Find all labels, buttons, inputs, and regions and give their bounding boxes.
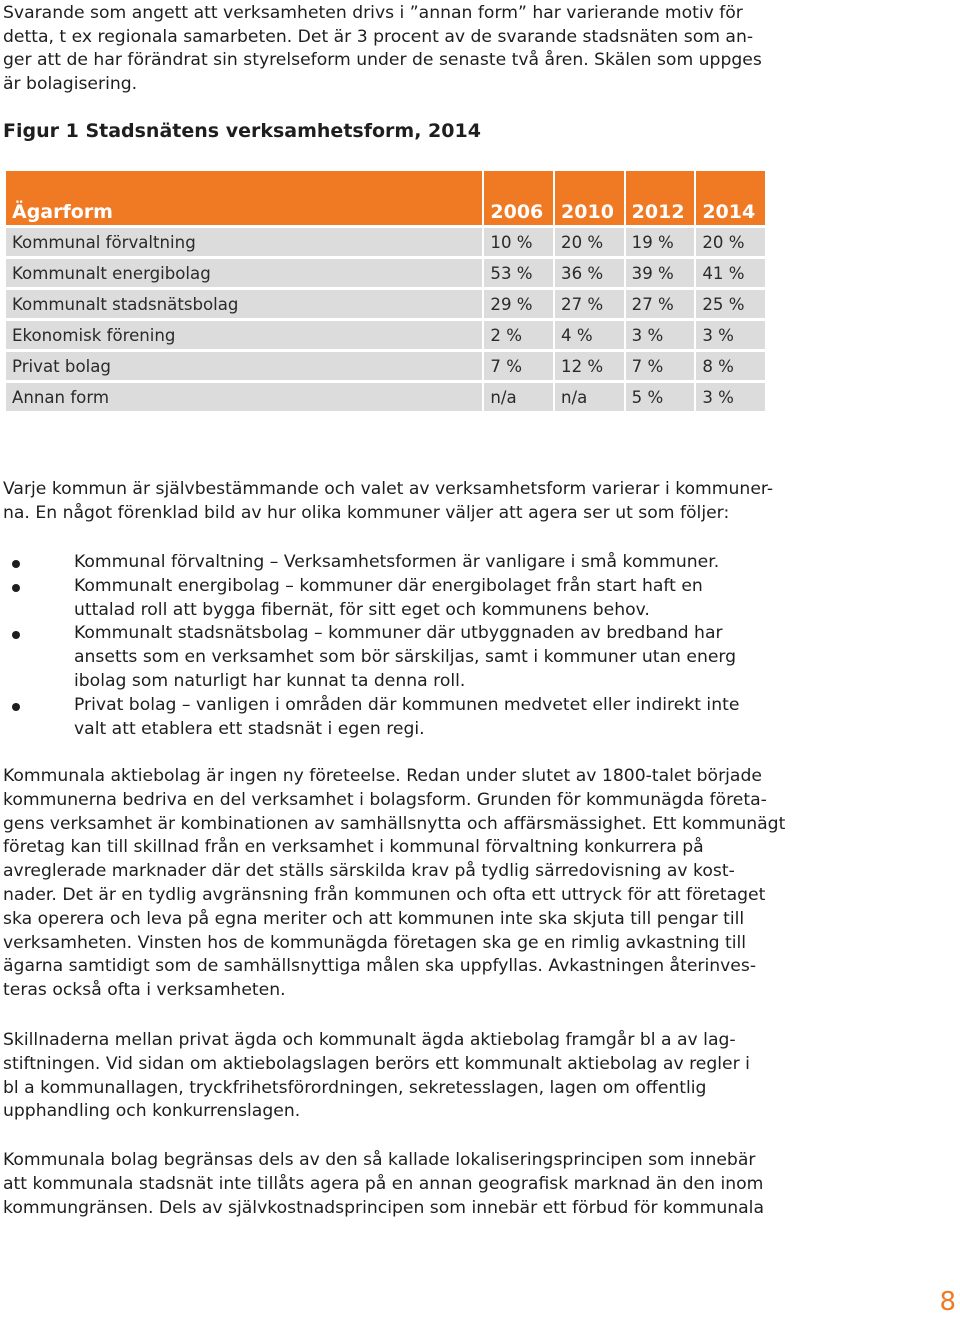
- paragraph-line: stiftningen. Vid sidan om aktiebolagslagen berörs ett kommunalt aktiebolag av regler i: [3, 1053, 750, 1074]
- figure-title: Figur 1 Stadsnätens verksamhetsform, 2014: [3, 120, 481, 142]
- paragraph-line: verksamheten. Vinsten hos de kommunägda företagen ska ge en rimlig avkastning till: [3, 932, 747, 953]
- table-cell: 3 %: [626, 321, 695, 349]
- paragraph-line: teras också ofta i verksamheten.: [3, 980, 286, 1001]
- table-cell: 27 %: [626, 290, 695, 318]
- table-cell: 20 %: [696, 228, 765, 256]
- paragraph-line: ägarna samtidigt som de samhällsnyttiga målen ska uppfyllas. Avkastningen återinves-: [3, 956, 757, 977]
- bullet-line: ansetts som en verksamhet som bör särskiljas, samt i kommuner utan energ: [74, 647, 737, 668]
- table-row: [6, 352, 765, 380]
- paragraph-line: detta, t ex regionala samarbeten. Det är 3 procent av de svarande stadsnäten som an-: [3, 26, 754, 47]
- table-cell: 19 %: [626, 228, 695, 256]
- paragraph-lokalisering: [3, 1149, 803, 1220]
- bullet-item: [0, 622, 800, 693]
- paragraph-line: gens verksamhet är kombinationen av samhällsnytta och affärsmässighet. Ett kommunägt: [3, 813, 786, 834]
- paragraph-line: att kommunala stadsnät inte tillåts agera på en annan geografisk marknad än den inom: [3, 1173, 764, 1194]
- intro-paragraph: [3, 2, 803, 96]
- header-cell-year: 2012: [626, 171, 695, 225]
- paragraph-line: avreglerade marknader där det ställs särskilda krav på tydlig särredovisning av kost-: [3, 861, 735, 882]
- table-row: [6, 228, 765, 256]
- table-cell: n/a: [484, 383, 553, 411]
- paragraph-line: Kommunala aktiebolag är ingen ny företeelse. Redan under slutet av 1800-talet började: [3, 766, 762, 786]
- row-label: Kommunalt energibolag: [6, 259, 482, 287]
- page-number: 8: [939, 1287, 956, 1317]
- bullet-line: Kommunal förvaltning – Verksamhetsformen är vanligare i små kommuner.: [74, 552, 720, 572]
- table-cell: 12 %: [555, 352, 624, 380]
- header-cell-year: 2010: [555, 171, 624, 225]
- table-cell: 3 %: [696, 383, 765, 411]
- table-cell: 3 %: [696, 321, 765, 349]
- row-label: Kommunal förvaltning: [6, 228, 482, 256]
- bullet-dot-icon: [12, 703, 20, 711]
- bullet-line: Kommunalt stadsnätsbolag – kommuner där utbyggnaden av bredband har: [74, 623, 723, 644]
- paragraph-lagstiftning: [3, 1029, 803, 1124]
- row-label: Ekonomisk förening: [6, 321, 482, 349]
- table-row: [6, 321, 765, 349]
- table-cell: 10 %: [484, 228, 553, 256]
- bullet-line: valt att etablera ett stadsnät i egen regi.: [74, 718, 425, 739]
- bullet-dot-icon: [12, 560, 20, 568]
- table-row: [6, 290, 765, 318]
- table-row: [6, 259, 765, 287]
- header-cell-ownership: Ägarform: [6, 171, 482, 225]
- bullet-item: [0, 694, 800, 742]
- table-cell: 39 %: [626, 259, 695, 287]
- bullet-item: [0, 575, 800, 623]
- bullet-list: [0, 551, 800, 741]
- paragraph-line: Svarande som angett att verksamheten drivs i ”annan form” har varierande motiv för: [3, 3, 743, 23]
- table-row: [6, 383, 765, 411]
- table-cell: 2 %: [484, 321, 553, 349]
- table-cell: 29 %: [484, 290, 553, 318]
- bullet-line: Kommunalt energibolag – kommuner där energibolaget från start haft en: [74, 575, 703, 596]
- row-label: Kommunalt stadsnätsbolag: [6, 290, 482, 318]
- paragraph-line: kommunerna bedriva en del verksamhet i bolagsform. Grunden för kommunägda företa-: [3, 789, 767, 810]
- paragraph-line: Kommunala bolag begränsas dels av den så kallade lokaliseringsprincipen som innebär: [3, 1150, 756, 1170]
- paragraph-line: ger att de har förändrat sin styrelseform under de senaste två åren. Skälen som uppges: [3, 50, 762, 70]
- paragraph-line: Skillnaderna mellan privat ägda och kommunalt ägda aktiebolag framgår bl a av lag-: [3, 1030, 736, 1050]
- table-cell: 5 %: [626, 383, 695, 411]
- paragraph-aktiebolag: [3, 765, 803, 1003]
- paragraph-line: nader. Det är en tydlig avgränsning från kommunen och ofta ett uttryck för att företaget: [3, 884, 766, 905]
- paragraph-line: upphandling och konkurrenslagen.: [3, 1101, 301, 1122]
- table-cell: 25 %: [696, 290, 765, 318]
- paragraph-verksamhetsform: [3, 478, 803, 526]
- table-cell: 27 %: [555, 290, 624, 318]
- table-cell: 7 %: [626, 352, 695, 380]
- bullet-line: ibolag som naturligt har kunnat ta denna roll.: [74, 670, 466, 691]
- table-header-row: [6, 171, 765, 225]
- table-cell: 36 %: [555, 259, 624, 287]
- table-cell: 8 %: [696, 352, 765, 380]
- table-cell: n/a: [555, 383, 624, 411]
- table-cell: 53 %: [484, 259, 553, 287]
- paragraph-line: bl a kommunallagen, tryckfrihetsförordningen, sekretesslagen, lagen om offentlig: [3, 1077, 707, 1098]
- paragraph-line: Varje kommun är självbestämmande och valet av verksamhetsform varierar i kommuner-: [3, 479, 774, 499]
- bullet-dot-icon: [12, 584, 20, 592]
- paragraph-line: ska operera och leva på egna meriter och att kommunen inte ska skjuta till pengar till: [3, 908, 745, 929]
- table-cell: 7 %: [484, 352, 553, 380]
- header-cell-year: 2006: [484, 171, 553, 225]
- paragraph-line: kommungränsen. Dels av självkostnadsprincipen som innebär ett förbud för kommunala: [3, 1197, 764, 1218]
- paragraph-line: företag kan till skillnad från en verksamhet i kommunal förvaltning konkurrera på: [3, 837, 704, 858]
- bullet-item: [0, 551, 800, 575]
- paragraph-line: är bolagisering.: [3, 73, 138, 94]
- bullet-line: uttalad roll att bygga fibernät, för sitt eget och kommunens behov.: [74, 599, 650, 620]
- table-cell: 4 %: [555, 321, 624, 349]
- ownership-table: [4, 168, 767, 414]
- bullet-dot-icon: [12, 631, 20, 639]
- paragraph-line: na. En något förenklad bild av hur olika kommuner väljer att agera ser ut som följer:: [3, 502, 730, 523]
- bullet-line: Privat bolag – vanligen i områden där kommunen medvetet eller indirekt inte: [74, 694, 740, 715]
- header-cell-year: 2014: [696, 171, 765, 225]
- table-cell: 20 %: [555, 228, 624, 256]
- row-label: Privat bolag: [6, 352, 482, 380]
- table-cell: 41 %: [696, 259, 765, 287]
- row-label: Annan form: [6, 383, 482, 411]
